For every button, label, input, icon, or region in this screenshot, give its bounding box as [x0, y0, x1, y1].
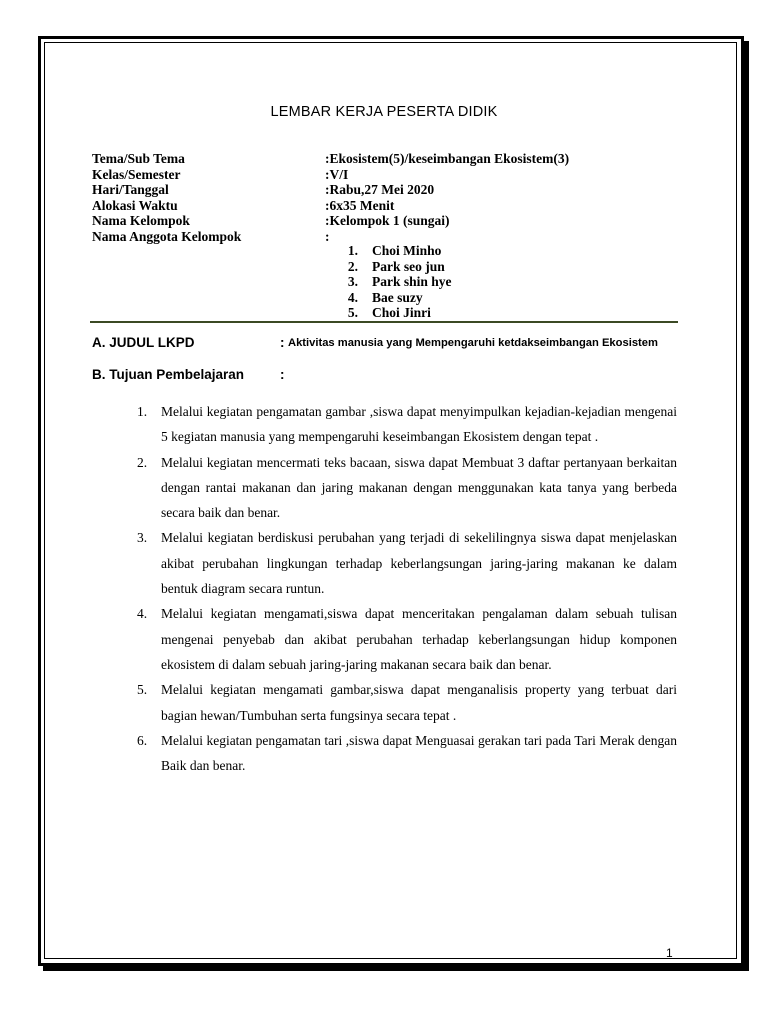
- member-name: Park shin hye: [372, 274, 452, 289]
- identity-label: Nama Kelompok: [92, 213, 190, 228]
- member-name: Bae suzy: [372, 289, 423, 305]
- document-title: LEMBAR KERJA PESERTA DIDIK: [270, 104, 498, 120]
- goal-item: [137, 728, 677, 779]
- identity-value: :Kelompok 1 (sungai): [325, 213, 450, 228]
- goal-number: 6.: [137, 732, 148, 748]
- identity-value: :: [325, 228, 330, 244]
- identity-value: :Rabu,27 Mei 2020: [325, 182, 435, 197]
- learning-goals-list: [137, 399, 677, 778]
- section-b-colon: :: [280, 367, 285, 382]
- identity-value: :Ekosistem(5)/keseimbangan Ekosistem(3): [325, 151, 570, 166]
- section-divider: [90, 321, 678, 323]
- goal-item: [137, 450, 677, 526]
- goal-item: [137, 525, 677, 601]
- identity-value: :6x35 Menit: [325, 197, 395, 213]
- section-a-label: A. JUDUL LKPD: [92, 335, 195, 350]
- goal-number: 4.: [137, 606, 148, 622]
- section-a-title: Aktivitas manusia yang Mempengaruhi ketdakseimbangan Ekosistem: [288, 337, 658, 349]
- goal-item: [137, 677, 677, 728]
- goal-text: Melalui kegiatan mengamati gambar,siswa dapat menganalisis property yang terbuat dari bagian hewan/Tumbuhan serta fungsinya secara tepat .: [161, 682, 677, 723]
- section-a-colon: :: [280, 335, 285, 350]
- goal-number: 2.: [137, 454, 148, 470]
- identity-label: Nama Anggota Kelompok: [92, 228, 242, 244]
- identity-label: Tema/Sub Tema: [92, 151, 185, 166]
- goal-text: Melalui kegiatan mencermati teks bacaan, siswa dapat Membuat 3 daftar pertanyaan berkaitan dengan rantai makanan dan jaring makanan dengan menggunakan kata tanya yang berbeda secara baik dan benar.: [161, 454, 677, 521]
- page-number: 1: [666, 946, 673, 960]
- goal-text: Melalui kegiatan berdiskusi perubahan yang terjadi di sekelilingnya siswa dapat menjelaskan akibat perubahan lingkungan terhadap keberlangsungan jaring-jaring makanan ke dalam bentuk diagram secara runtun.: [161, 530, 677, 597]
- member-name: Choi Minho: [372, 243, 442, 258]
- goal-number: 5.: [137, 682, 148, 698]
- member-number: 2.: [347, 258, 358, 274]
- section-b-label: B. Tujuan Pembelajaran: [92, 367, 245, 382]
- identity-label: Alokasi Waktu: [92, 197, 178, 213]
- section-b-heading: [92, 367, 285, 382]
- member-number: 3.: [347, 274, 358, 289]
- member-number: 1.: [347, 243, 358, 258]
- goal-number: 1.: [137, 404, 148, 419]
- goal-text: Melalui kegiatan mengamati,siswa dapat menceritakan pengalaman dalam sebuah tulisan mengenai penyebab dan akibat perubahan terhadap keberlangsungan hidup komponen ekosistem di dalam sebuah jaring-jaring makanan secara baik dan benar.: [161, 606, 677, 672]
- goal-item: [137, 601, 677, 677]
- identity-value: :V/I: [325, 166, 349, 182]
- goal-text: Melalui kegiatan pengamatan gambar ,siswa dapat menyimpulkan kejadian-kejadian mengenai 5 kegiatan manusia yang mempengaruhi keseimbangan Ekosistem dengan tepat .: [161, 404, 677, 445]
- goal-text: Melalui kegiatan pengamatan tari ,siswa dapat Menguasai gerakan tari pada Tari Merak dengan Baik dan benar.: [161, 732, 677, 774]
- goal-number: 3.: [137, 530, 148, 546]
- identity-label: Kelas/Semester: [92, 166, 181, 182]
- goal-item: [137, 399, 677, 450]
- member-number: 4.: [347, 289, 358, 305]
- section-a-heading: [92, 335, 658, 350]
- member-name: Choi Jinri: [372, 305, 431, 320]
- member-number: 5.: [347, 305, 358, 320]
- identity-label: Hari/Tanggal: [92, 182, 169, 197]
- member-name: Park seo jun: [372, 258, 445, 274]
